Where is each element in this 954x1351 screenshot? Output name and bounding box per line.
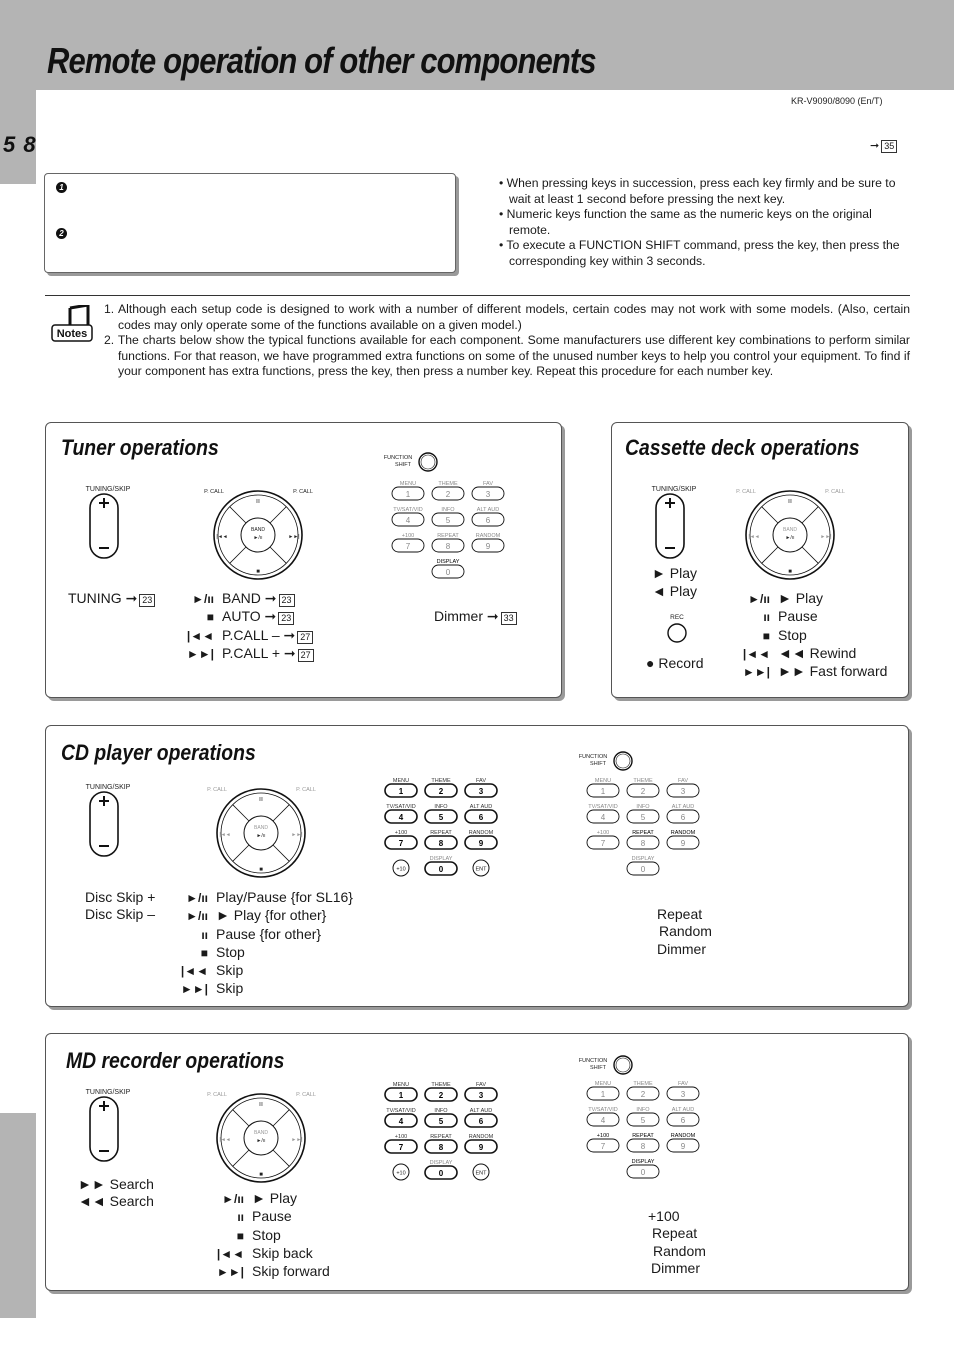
- key-function-label: MENU: [399, 481, 417, 487]
- key-function-label: ALT AUD: [671, 1107, 695, 1113]
- key-function-label: FAV: [678, 778, 688, 784]
- key-function-label: RANDOM: [670, 1133, 696, 1139]
- numeric-keypad: [583, 1080, 713, 1180]
- key-function-label: TV/SAT/VID: [386, 1108, 416, 1114]
- key-function-label: +100: [596, 830, 610, 836]
- cd-title: CD player operations: [61, 740, 256, 765]
- band-label: BAND: [783, 527, 797, 533]
- function-shift-key: [575, 1055, 645, 1081]
- function-label: FUNCTION: [578, 754, 608, 760]
- step-1-badge: 1: [56, 182, 67, 193]
- shift-label: SHIFT: [590, 1065, 606, 1071]
- number-key-label: 0: [445, 568, 451, 577]
- p-call-left-label: P. CALL: [736, 489, 756, 495]
- key-function-label: RANDOM: [468, 830, 494, 836]
- number-key-label: 0: [438, 1169, 444, 1178]
- key-function-label: ALT AUD: [469, 1108, 493, 1114]
- number-key-label: 8: [640, 1142, 646, 1151]
- divider: [45, 295, 910, 296]
- plus10-button-label: +10: [396, 1170, 406, 1177]
- key-function-label: INFO: [636, 804, 650, 810]
- tuning-skip-label: TUNING/SKIP: [85, 486, 131, 493]
- note-item: 2. The charts below show the typical functions available for each component. Some manufacturers use different key combinations to perform similar functions. For that reason, we have programmed extra functions on some of the unused number keys to help you control your equipment. To find if your component has extra functions, press the key, then press a number key. Repeat this procedure for each number key.: [104, 333, 910, 379]
- side-tab-bottom: [0, 1113, 36, 1318]
- key-function-label: RANDOM: [468, 1134, 494, 1140]
- number-key-label: 7: [600, 1142, 606, 1151]
- key-function-label: ALT AUD: [671, 804, 695, 810]
- cassette-record-label: ● Record: [646, 655, 704, 671]
- number-key-label: 6: [478, 1117, 484, 1126]
- tuner-functions: ►/ıı BAND ➞ 23 ■ AUTO ➞ 23 |◄◄ P.CALL – ➞ 27 ►►| P.CALL + ➞ 27: [180, 590, 314, 663]
- tuning-skip-label: TUNING/SKIP: [85, 1089, 131, 1096]
- number-key-label: 5: [640, 1116, 646, 1125]
- number-key-label: 1: [398, 787, 404, 796]
- steps-box: [44, 173, 456, 273]
- numeric-keypad: [388, 480, 518, 580]
- number-key-label: 2: [640, 1090, 646, 1099]
- number-key-label: 6: [478, 813, 484, 822]
- md-functions: ►/ıı ► Play ıı Pause ■ Stop |◄◄ Skip back ►►| Skip forward: [216, 1190, 330, 1280]
- cassette-title: Cassette deck operations: [625, 435, 860, 460]
- pause-icon: ıı: [256, 498, 260, 505]
- number-key-label: 6: [680, 813, 686, 822]
- tuner-tuning-label: TUNING ➞ 23: [68, 590, 155, 607]
- number-key-label: 7: [600, 839, 606, 848]
- note-item: 1. Although each setup code is designed to work with a number of different models, certain codes may not work with some models. (Also, certain codes may only operate some of the functions available on a given model.): [104, 302, 910, 332]
- next-icon: ►►|: [820, 534, 832, 540]
- transport-pad: [207, 1090, 316, 1186]
- number-key-label: 2: [438, 1091, 444, 1100]
- key-function-label: REPEAT: [632, 830, 654, 836]
- number-key-label: 9: [680, 1142, 686, 1151]
- number-key-label: 4: [398, 1117, 404, 1126]
- cassette-functions: ►/ıı ► Play ıı Pause ■ Stop |◄◄ ◄◄ Rewind ►►| ►► Fast forward: [742, 590, 888, 680]
- number-key-label: 3: [680, 787, 686, 796]
- number-key-label: 8: [438, 1143, 444, 1152]
- notes-icon: [50, 305, 94, 345]
- pause-icon: ıı: [259, 1101, 263, 1108]
- p-call-left-label: P. CALL: [207, 787, 227, 793]
- display-label: DISPLAY: [631, 856, 655, 862]
- number-key-label: 8: [438, 839, 444, 848]
- key-function-label: FAV: [678, 1081, 688, 1087]
- p-call-left-label: P. CALL: [204, 489, 224, 495]
- key-function-label: MENU: [392, 778, 410, 784]
- stop-icon: ■: [788, 569, 792, 575]
- key-function-label: +100: [596, 1133, 610, 1139]
- prev-icon: |◄◄: [216, 534, 228, 540]
- tuning-skip-key: [646, 486, 706, 566]
- key-function-label: FAV: [476, 778, 486, 784]
- play-pause-icon: ►/ıı: [785, 535, 795, 541]
- p-call-right-label: P. CALL: [293, 489, 313, 495]
- tuning-rocker-button[interactable]: [90, 792, 118, 856]
- page-reference: ➞ 35: [870, 139, 897, 153]
- stop-icon: ■: [256, 569, 260, 575]
- band-label: BAND: [251, 527, 265, 533]
- next-icon: ►►|: [291, 1137, 303, 1143]
- number-key-label: 9: [478, 839, 484, 848]
- transport-pad: [207, 785, 316, 881]
- key-function-label: THEME: [431, 778, 451, 784]
- key-function-label: REPEAT: [632, 1133, 654, 1139]
- key-function-label: TV/SAT/VID: [588, 804, 618, 810]
- key-function-label: TV/SAT/VID: [393, 507, 423, 513]
- number-key-label: 0: [640, 1168, 646, 1177]
- tuner-dimmer-label: Dimmer ➞ 33: [434, 608, 517, 625]
- key-function-label: TV/SAT/VID: [386, 804, 416, 810]
- display-label: DISPLAY: [436, 559, 460, 565]
- svg-text:Notes: Notes: [56, 328, 88, 340]
- key-function-label: INFO: [434, 1108, 448, 1114]
- function-label: FUNCTION: [383, 455, 413, 461]
- number-key-label: 3: [478, 787, 484, 796]
- shift-label: SHIFT: [590, 761, 606, 767]
- key-function-label: FAV: [476, 1082, 486, 1088]
- page-number: 5 8: [3, 132, 37, 157]
- record-button[interactable]: [668, 624, 686, 642]
- tip-item: • To execute a FUNCTION SHIFT command, press the key, then press the corresponding key within 3 seconds.: [499, 238, 900, 268]
- function-shift-button[interactable]: [419, 453, 437, 471]
- number-key-label: 4: [405, 516, 411, 525]
- tuning-skip-key: [80, 1089, 140, 1169]
- display-label: DISPLAY: [429, 856, 453, 862]
- md-title: MD recorder operations: [66, 1048, 285, 1073]
- transport-pad: [204, 487, 313, 583]
- number-key-label: 8: [445, 542, 451, 551]
- key-function-label: REPEAT: [437, 533, 459, 539]
- model-code: KR-V9090/8090 (En/T): [791, 96, 883, 106]
- number-key-label: 6: [680, 1116, 686, 1125]
- key-function-label: THEME: [438, 481, 458, 487]
- key-function-label: MENU: [392, 1082, 410, 1088]
- key-function-label: MENU: [594, 778, 612, 784]
- notes-list: [104, 302, 910, 380]
- key-function-label: RANDOM: [475, 533, 501, 539]
- next-icon: ►►|: [288, 534, 300, 540]
- number-key-label: 9: [478, 1143, 484, 1152]
- tuning-rocker-button[interactable]: [656, 494, 684, 558]
- number-key-label: 0: [640, 865, 646, 874]
- play-pause-icon: ►/ıı: [256, 833, 266, 839]
- cassette-direction-labels: ► Play ◄ Play: [652, 565, 697, 599]
- number-key-label: 2: [438, 787, 444, 796]
- number-key-label: 5: [438, 1117, 444, 1126]
- shift-label: SHIFT: [395, 462, 411, 468]
- key-function-label: INFO: [441, 507, 455, 513]
- prev-icon: |◄◄: [219, 1137, 231, 1143]
- key-function-label: INFO: [636, 1107, 650, 1113]
- prev-icon: |◄◄: [748, 534, 760, 540]
- pause-icon: ıı: [788, 498, 792, 505]
- tuner-title: Tuner operations: [61, 435, 219, 460]
- number-key-label: 4: [600, 1116, 606, 1125]
- key-function-label: TV/SAT/VID: [588, 1107, 618, 1113]
- rec-key: [662, 611, 702, 651]
- md-search-labels: ►► Search ◄◄ Search: [78, 1176, 154, 1210]
- number-key-label: 2: [640, 787, 646, 796]
- number-key-label: 5: [640, 813, 646, 822]
- function-shift-button[interactable]: [614, 1056, 632, 1074]
- tuning-skip-key: [80, 784, 140, 864]
- key-function-label: INFO: [434, 804, 448, 810]
- key-function-label: MENU: [594, 1081, 612, 1087]
- tip-item: • Numeric keys function the same as the numeric keys on the original remote.: [499, 207, 872, 237]
- cd-disc-skip-labels: Disc Skip + Disc Skip –: [85, 889, 156, 923]
- key-function-label: THEME: [431, 1082, 451, 1088]
- number-key-label: 4: [398, 813, 404, 822]
- number-key-label: 7: [398, 1143, 404, 1152]
- play-pause-icon: ►/ıı: [253, 535, 263, 541]
- stop-icon: ■: [259, 1172, 263, 1178]
- key-function-label: +100: [401, 533, 415, 539]
- function-shift-key: [380, 452, 450, 478]
- p-call-left-label: P. CALL: [207, 1092, 227, 1098]
- display-label: DISPLAY: [631, 1159, 655, 1165]
- enter-button-label: ENT: [475, 866, 487, 873]
- number-key-label: 3: [485, 490, 491, 499]
- number-key-label: 3: [478, 1091, 484, 1100]
- prev-icon: |◄◄: [219, 832, 231, 838]
- tuning-skip-label: TUNING/SKIP: [85, 784, 131, 791]
- page-title: Remote operation of other components: [47, 40, 596, 81]
- function-shift-key: [575, 751, 645, 777]
- pause-icon: ıı: [259, 796, 263, 803]
- numeric-keypad: [583, 777, 713, 877]
- number-key-label: 9: [485, 542, 491, 551]
- display-label: DISPLAY: [429, 1160, 453, 1166]
- key-function-label: ALT AUD: [476, 507, 500, 513]
- rec-label: REC: [670, 614, 684, 621]
- key-function-label: ALT AUD: [469, 804, 493, 810]
- number-key-label: 5: [438, 813, 444, 822]
- function-shift-button[interactable]: [614, 752, 632, 770]
- tuning-rocker-button[interactable]: [90, 494, 118, 558]
- transport-pad: [736, 487, 845, 583]
- key-function-label: RANDOM: [670, 830, 696, 836]
- play-pause-icon: ►/ıı: [256, 1138, 266, 1144]
- key-function-label: THEME: [633, 1081, 653, 1087]
- next-icon: ►►|: [291, 832, 303, 838]
- number-key-label: 0: [438, 865, 444, 874]
- key-function-label: +100: [394, 1134, 408, 1140]
- number-key-label: 6: [485, 516, 491, 525]
- enter-button-label: ENT: [475, 1170, 487, 1177]
- cd-functions: ►/ıı Play/Pause {for SL16} ►/ıı ► Play {for other} ıı Pause {for other} ■ Stop |◄◄ Skip ►►| Skip: [180, 889, 353, 997]
- p-call-right-label: P. CALL: [296, 1092, 316, 1098]
- number-key-label: 9: [680, 839, 686, 848]
- key-function-label: FAV: [483, 481, 493, 487]
- number-key-label: 3: [680, 1090, 686, 1099]
- band-label: BAND: [254, 825, 268, 831]
- cd-shift-functions: Repeat Random Dimmer: [657, 906, 712, 957]
- number-key-label: 1: [600, 787, 606, 796]
- stop-icon: ■: [259, 867, 263, 873]
- tuning-skip-key: [80, 486, 140, 566]
- number-key-label: 1: [405, 490, 411, 499]
- number-key-label: 2: [445, 490, 451, 499]
- number-key-label: 4: [600, 813, 606, 822]
- numeric-keypad: [381, 777, 511, 877]
- plus10-button-label: +10: [396, 866, 406, 873]
- tuning-skip-label: TUNING/SKIP: [651, 486, 697, 493]
- number-key-label: 1: [600, 1090, 606, 1099]
- number-key-label: 7: [398, 839, 404, 848]
- key-function-label: +100: [394, 830, 408, 836]
- p-call-right-label: P. CALL: [825, 489, 845, 495]
- key-function-label: THEME: [633, 778, 653, 784]
- tip-item: • When pressing keys in succession, press each key firmly and be sure to wait at least 1 second before pressing the next key.: [499, 176, 896, 206]
- band-label: BAND: [254, 1130, 268, 1136]
- number-key-label: 1: [398, 1091, 404, 1100]
- key-function-label: REPEAT: [430, 1134, 452, 1140]
- numeric-keypad: [381, 1081, 511, 1181]
- number-key-label: 8: [640, 839, 646, 848]
- function-label: FUNCTION: [578, 1058, 608, 1064]
- number-key-label: 5: [445, 516, 451, 525]
- p-call-right-label: P. CALL: [296, 787, 316, 793]
- step-2-badge: 2: [56, 228, 67, 239]
- md-shift-functions: +100 Repeat Random Dimmer: [648, 1208, 706, 1276]
- tuning-rocker-button[interactable]: [90, 1097, 118, 1161]
- number-key-label: 7: [405, 542, 411, 551]
- key-function-label: REPEAT: [430, 830, 452, 836]
- tips-list: [499, 176, 910, 269]
